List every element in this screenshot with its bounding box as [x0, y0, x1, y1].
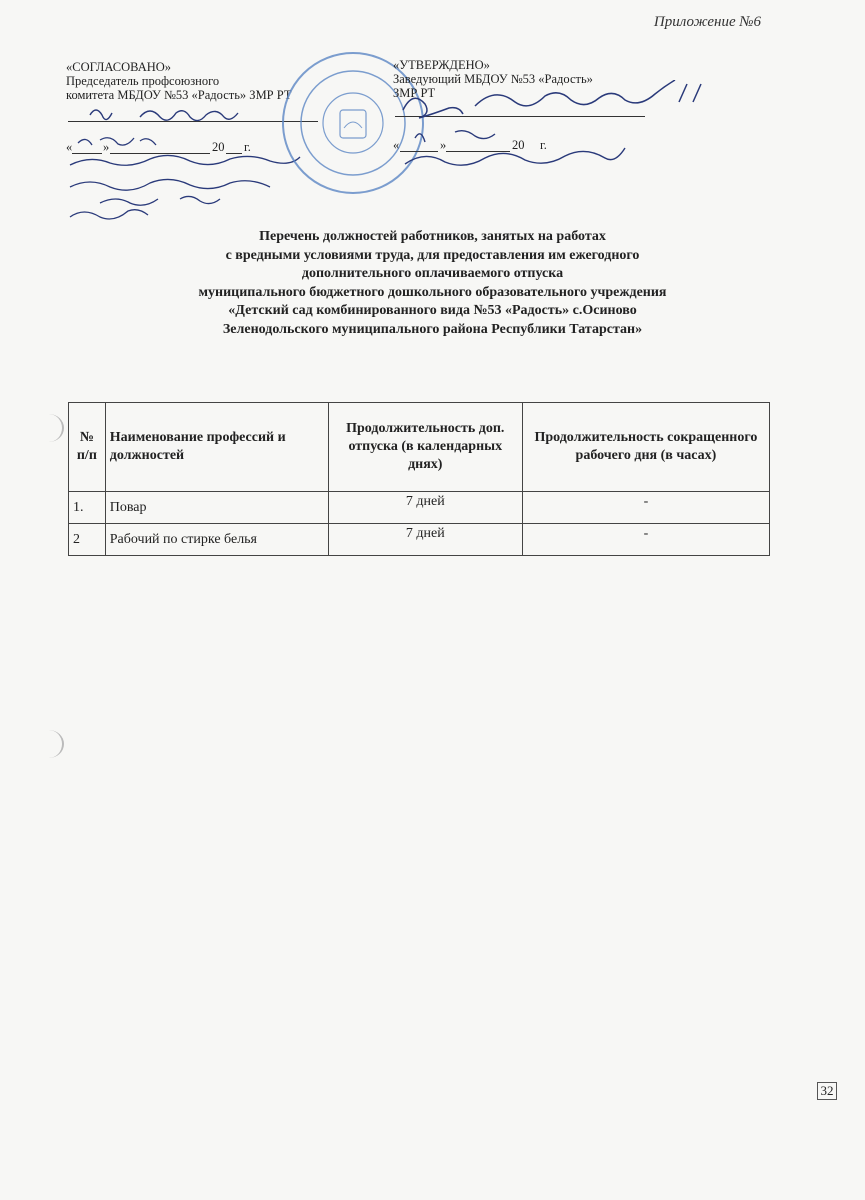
page-number: 32: [817, 1082, 837, 1100]
header-leave-duration: Продолжительность доп. отпуска (в календарных днях): [328, 403, 522, 492]
header-position: Наименование профессий и должностей: [105, 403, 328, 492]
table-row: [69, 524, 770, 556]
title-line-3: дополнительного оплачиваемого отпуска: [301, 266, 564, 282]
row-position: Рабочий по стирке белья: [105, 524, 328, 556]
row-number: 1.: [69, 492, 106, 524]
agreed-line2: комитета МБДОУ №53 «Радость» ЗМР РТ: [66, 88, 292, 102]
document-title: [0, 228, 865, 340]
agreed-date-close: »: [103, 140, 110, 154]
title-line-4: муниципального бюджетного дошкольного образовательного учреждения: [198, 284, 667, 300]
approved-handwriting: [395, 80, 715, 180]
row-leave-duration: 7 дней: [328, 492, 522, 524]
approved-date-open: «: [393, 138, 400, 152]
agreed-line1: Председатель профсоюзного: [66, 74, 220, 88]
punch-hole-top: [34, 414, 64, 442]
row-leave-duration: 7 дней: [328, 524, 522, 556]
approved-year: 20: [512, 138, 525, 152]
appendix-label: Приложение №6: [653, 14, 761, 30]
approved-line2: ЗМР РТ: [393, 86, 436, 100]
table-row: [69, 492, 770, 524]
title-line-6: Зеленодольского муниципального района Республики Татарстан»: [222, 321, 643, 337]
title-line-2: с вредными условиями труда, для предоставления им ежегодного: [225, 247, 640, 263]
approved-date-close: »: [440, 138, 447, 152]
title-line-5: «Детский сад комбинированного вида №53 «Радость» с.Осиново: [228, 303, 637, 319]
agreed-date-open: «: [66, 140, 73, 154]
agreed-heading: «СОГЛАСОВАНО»: [66, 60, 172, 74]
row-position: Повар: [105, 492, 328, 524]
row-short-day: -: [522, 524, 769, 556]
row-number: 2: [69, 524, 106, 556]
agreed-year: 20: [212, 140, 225, 154]
header-short-day: Продолжительность сокращенного рабочего дня (в часах): [522, 403, 769, 492]
row-short-day: -: [522, 492, 769, 524]
agreed-year-end: г.: [244, 140, 251, 154]
approved-heading: «УТВЕРЖДЕНО»: [393, 58, 490, 72]
table-header-row: [69, 403, 770, 492]
header-number: № п/п: [69, 403, 106, 492]
approved-year-end: г.: [540, 138, 547, 152]
punch-hole-bottom: [34, 730, 64, 758]
positions-table: [68, 402, 770, 556]
approved-line1: Заведующий МБДОУ №53 «Радость»: [393, 72, 593, 86]
title-line-1: Перечень должностей работников, занятых на работах: [259, 229, 606, 244]
